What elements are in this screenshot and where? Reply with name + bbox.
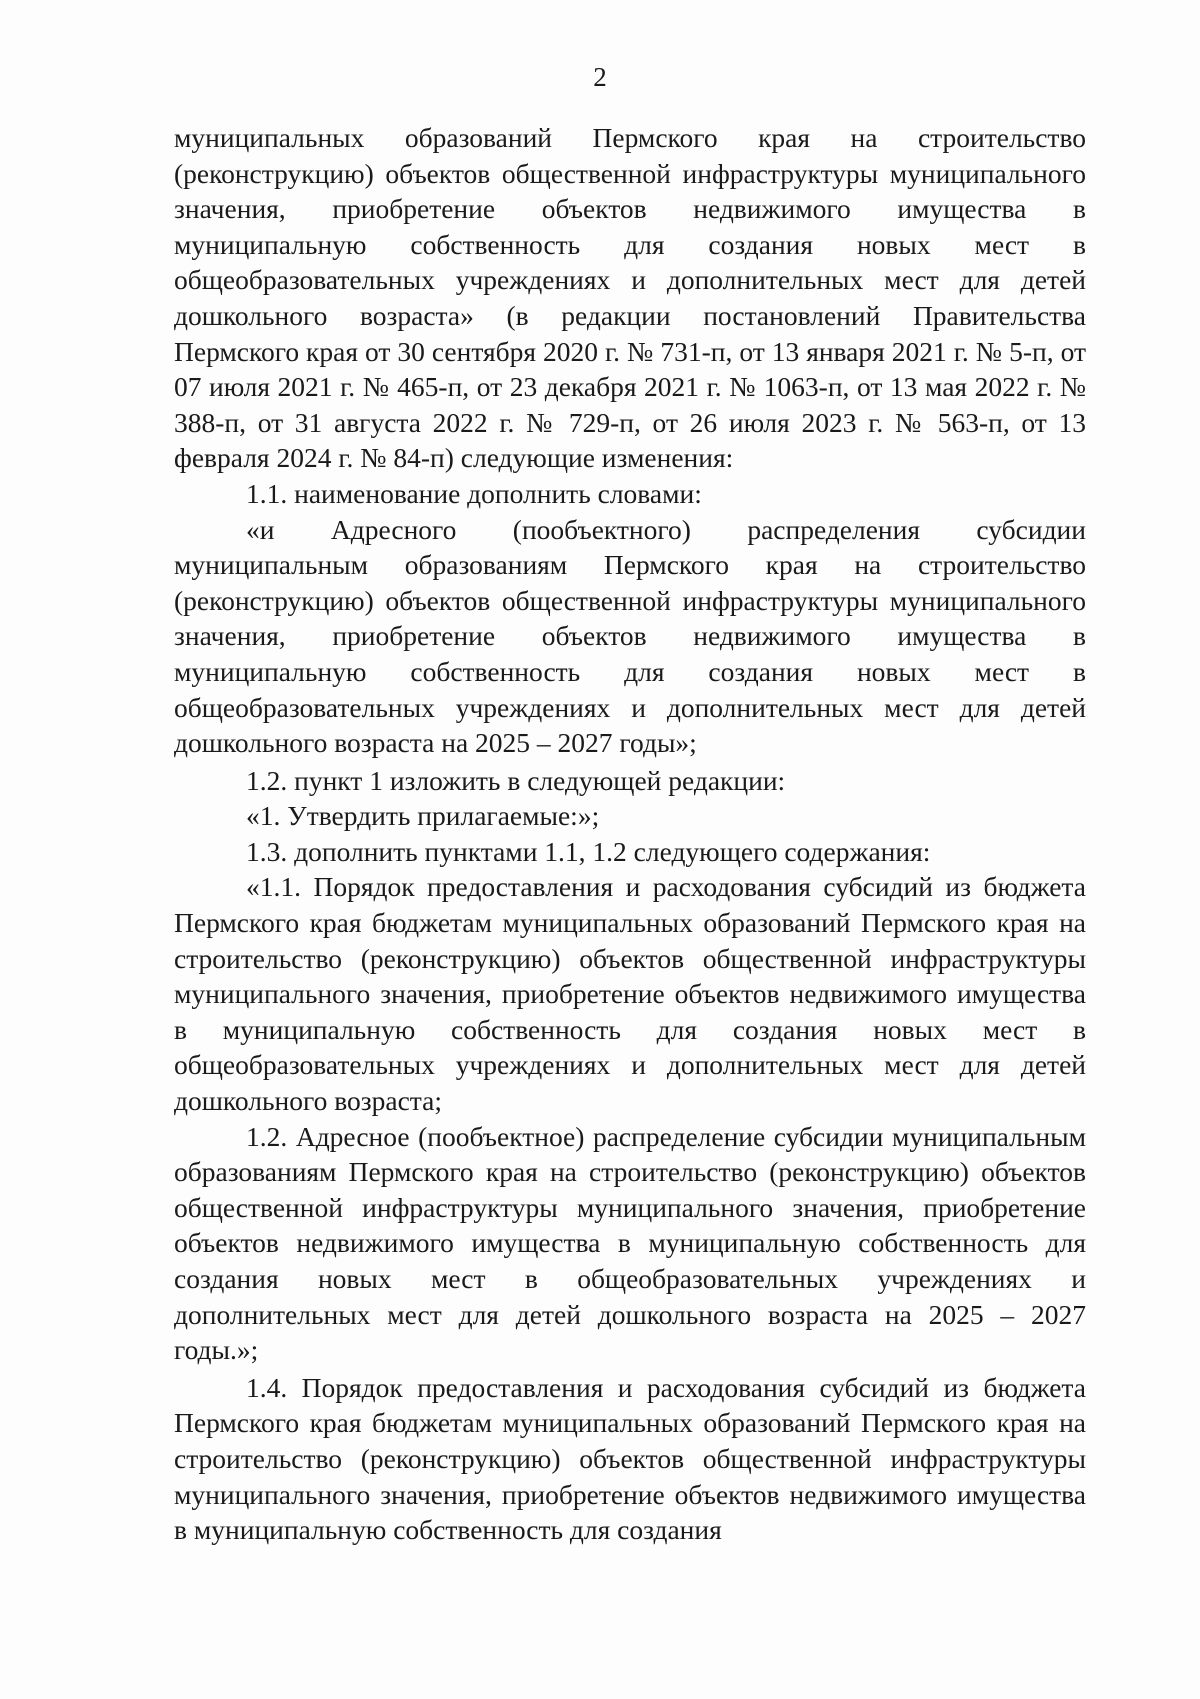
paragraph-1-1-text: «и Адресного (пообъектного) распределения субсидии муниципальным образованиям Пермского края на строительство (реконструкцию) объектов общественной инфраструктуры муниципального значения, приобретение объектов недвижимого имущества в муниципальную собственность для создания новых мест в общеобразовательных учреждениях и дополнительных мест для детей дошкольного возраста на 2025 – 2027 годы»; bbox=[174, 513, 1086, 759]
page-number: 2 bbox=[593, 62, 607, 92]
paragraph-1-3-item-1-2: 1.2. Адресное (пообъектное) распределение субсидии муниципальным образованиям Пермского края на строительство (реконструкцию) объектов общественной инфраструктуры муниципального значения, приобретение объектов недвижимого имущества в муниципальную собственность для создания новых мест в общеобразовательных учреждениях и дополнительных мест для детей дошкольного возраста на 2025 – 2027 годы.»; bbox=[174, 1120, 1086, 1366]
paragraph-1-2: 1.2. пункт 1 изложить в следующей редакции: bbox=[246, 764, 786, 796]
paragraph-intro-continuation: муниципальных образований Пермского края на строительство (реконструкцию) объектов общественной инфраструктуры муниципального значения, приобретение объектов недвижимого имущества в муниципальную собственность для создания новых мест в общеобразовательных учреждениях и дополнительных мест для детей дошкольного возраста» (в редакции постановлений Правительства Пермского края от 30 сентября 2020 г. № 731-п, от 13 января 2021 г. № 5-п, от 07 июля 2021 г. № 465-п, от 23 декабря 2021 г. № 1063-п, от 13 мая 2022 г. № 388-п, от 31 августа 2022 г. № 729-п, от 26 июля 2023 г. № 563-п, от 13 февраля 2024 г. № 84-п) следующие изменения: bbox=[174, 122, 1086, 474]
paragraph-1-3-item-1-1: «1.1. Порядок предоставления и расходования субсидий из бюджета Пермского края бюджетам муниципальных образований Пермского края на строительство (реконструкцию) объектов общественной инфраструктуры муниципального значения, приобретение объектов недвижимого имущества в муниципальную собственность для создания новых мест в общеобразовательных учреждениях и дополнительных мест для детей дошкольного возраста; bbox=[174, 871, 1086, 1117]
document-body bbox=[174, 120, 1086, 1548]
paragraph-1-2-text: «1. Утвердить прилагаемые:»; bbox=[246, 800, 600, 832]
paragraph-1-1: 1.1. наименование дополнить словами: bbox=[246, 477, 702, 509]
paragraph-1-4: 1.4. Порядок предоставления и расходования субсидий из бюджета Пермского края бюджетам муниципальных образований Пермского края на строительство (реконструкцию) объектов общественной инфраструктуры муниципального значения, приобретение объектов недвижимого имущества в муниципальную собственность для создания bbox=[174, 1371, 1086, 1546]
paragraph-1-3: 1.3. дополнить пунктами 1.1, 1.2 следующего содержания: bbox=[246, 835, 931, 867]
